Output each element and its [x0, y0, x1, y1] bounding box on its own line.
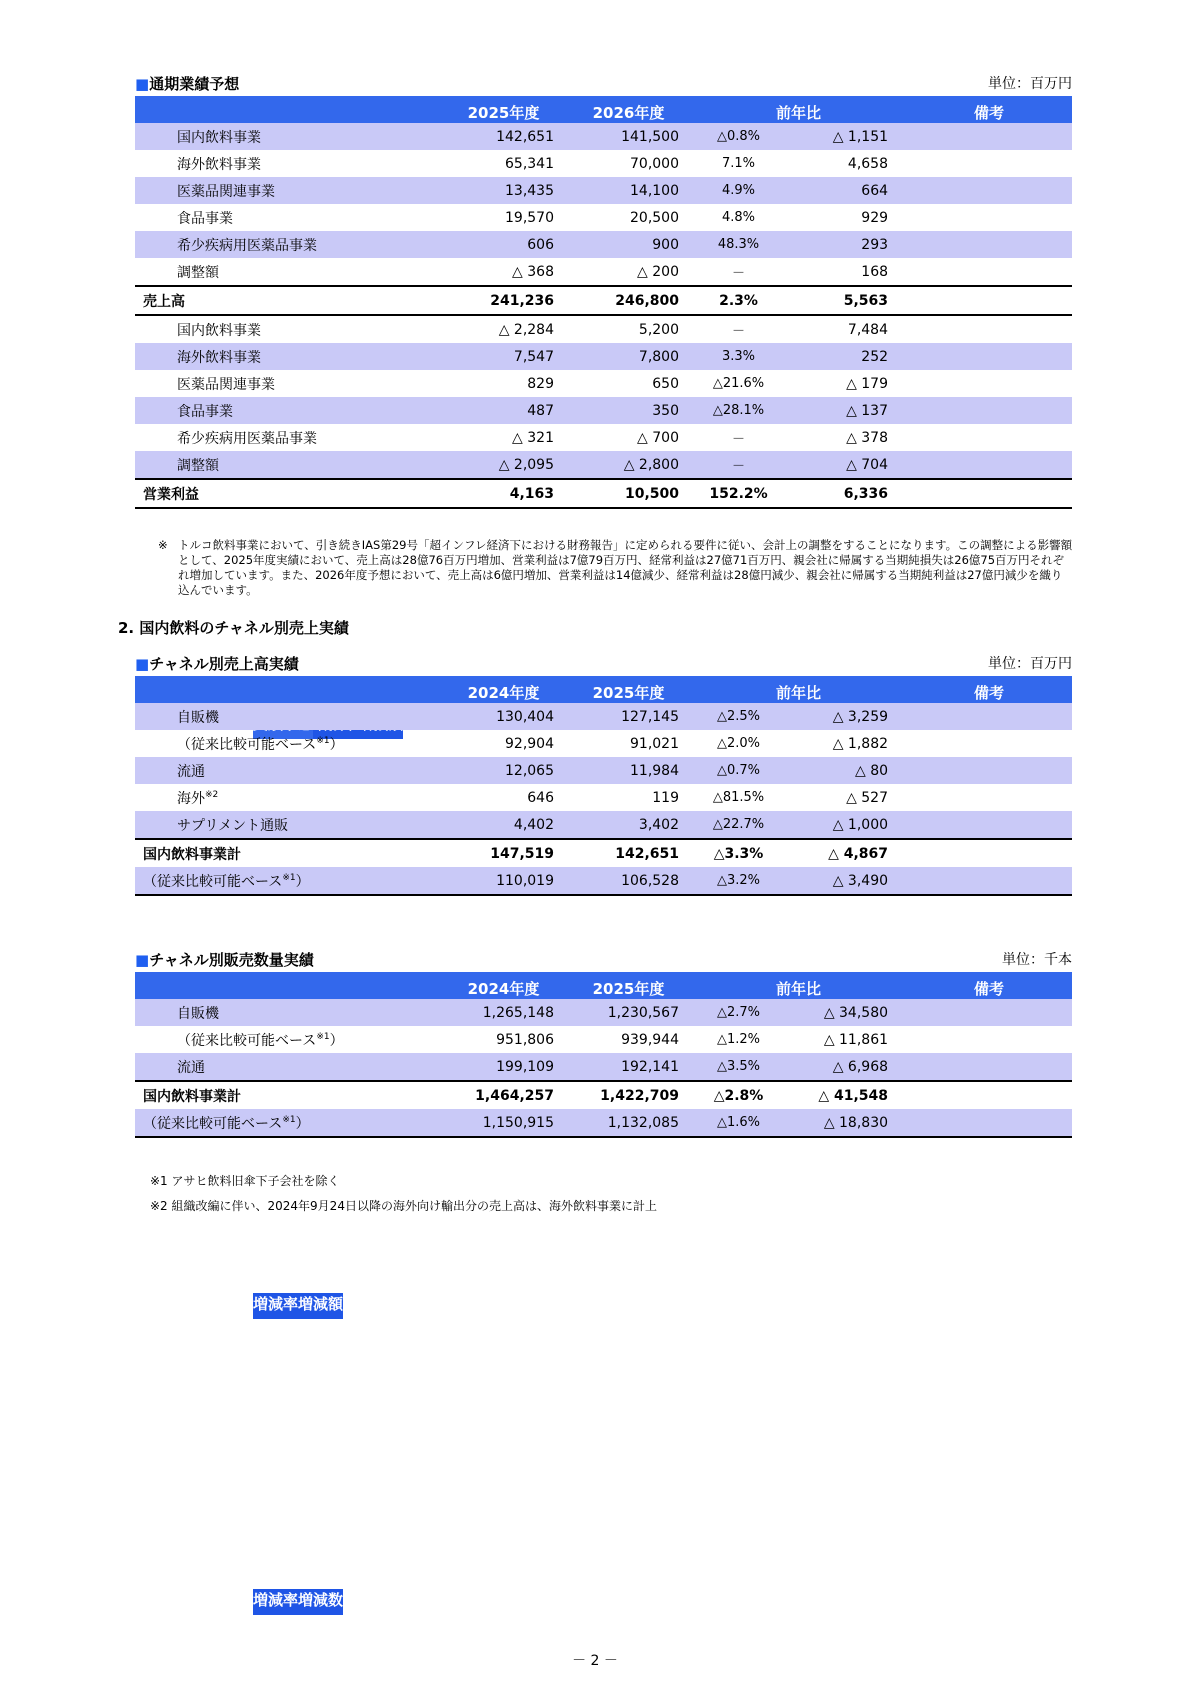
table-row [135, 1026, 1072, 1053]
header-remarks: 備考 [906, 972, 1072, 999]
header-yoy: 前年比 [691, 96, 906, 123]
cell-rate: △2.7% [691, 999, 786, 1026]
row-label: 国内飲料事業 [135, 123, 441, 150]
cell-rate: △0.8% [691, 123, 786, 150]
cell-diff: 6,336 [786, 479, 906, 508]
total-row [135, 839, 1072, 867]
cell-value: 7,800 [566, 343, 691, 370]
footnote-ref: ※1 [282, 872, 296, 883]
cell-remarks [906, 1026, 1072, 1053]
header-col2-line1: 2026年度 [566, 96, 691, 123]
cell-diff: 4,658 [847, 155, 889, 172]
cell-value: 92,904 [505, 735, 554, 752]
row-label: （従来比較可能ベース$^{※1}$） [177, 1031, 344, 1049]
cell-value: △ 700 [637, 429, 679, 446]
table-row [135, 123, 1072, 150]
row-label: 食品事業 [135, 397, 441, 424]
cell-rate: 3.3% [691, 343, 786, 370]
table-row [135, 204, 1072, 231]
header-col2: 2025年度 [566, 972, 691, 999]
cell-diff: △ 1,882 [832, 735, 889, 752]
cell-value: 350 [566, 397, 691, 424]
cell-value: 14,100 [566, 177, 691, 204]
cell-value: 19,570 [505, 209, 554, 226]
cell-value: 141,500 [566, 123, 691, 150]
cell-value: 246,800 [566, 286, 691, 315]
cell-rate: △2.5% [691, 703, 786, 730]
table-row [135, 999, 1072, 1026]
footnote-1: ※1 アサヒ飲料旧傘下子会社を除く [150, 1174, 340, 1188]
header-remarks: 備考 [906, 96, 1072, 123]
cell-rate: 7.1% [721, 156, 756, 171]
cell-diff: △ 80 [786, 757, 906, 784]
cell-diff: 7,484 [786, 315, 906, 343]
cell-diff: △ 6,968 [786, 1053, 906, 1081]
header-rate: 増減率 [253, 1589, 298, 1615]
cell-value: 487 [441, 397, 566, 424]
cell-diff: △ 704 [786, 451, 906, 479]
cell-remarks [906, 343, 1072, 370]
cell-value: 13,435 [441, 177, 566, 204]
cell-rate: △1.2% [716, 1032, 761, 1047]
header-col2: 2025年度 [566, 676, 691, 703]
cell-diff: △ 18,830 [786, 1109, 906, 1137]
cell-value: 1,230,567 [566, 999, 691, 1026]
header-blank [135, 676, 441, 703]
cell-value: 3,402 [566, 811, 691, 839]
header-blank [135, 96, 441, 123]
header-yoy: 前年比 [691, 676, 906, 703]
cell-value: 1,464,257 [441, 1081, 566, 1109]
cell-remarks [906, 757, 1072, 784]
total-row [135, 1081, 1072, 1109]
cell-diff: △ 378 [846, 429, 889, 446]
row-label: 調整額 [135, 451, 441, 479]
table-row [135, 1053, 1072, 1081]
forecast-table [135, 96, 1072, 509]
header-remarks: 備考 [906, 676, 1072, 703]
table-row [135, 424, 1072, 451]
cell-diff: △ 137 [786, 397, 906, 424]
total-row [135, 479, 1072, 508]
cell-remarks [906, 999, 1072, 1026]
table-row [135, 231, 1072, 258]
cell-diff: △ 41,548 [786, 1081, 906, 1109]
section2-unit: 単位：百万円 [988, 656, 1072, 672]
blue-square-icon: ■ [135, 655, 150, 673]
cell-diff: 5,563 [786, 286, 906, 315]
footnote-ref: ※2 [205, 789, 219, 800]
cell-remarks [906, 123, 1072, 150]
row-label: 食品事業 [177, 210, 233, 227]
cell-value: 12,065 [441, 757, 566, 784]
row-label: 国内飲料事業計 [135, 1081, 441, 1109]
blue-square-icon: ■ [135, 75, 150, 93]
row-label: 医薬品関連事業 [177, 376, 275, 393]
cell-value: △ 368 [512, 263, 554, 280]
cell-remarks [906, 177, 1072, 204]
cell-value: 70,000 [630, 155, 679, 172]
footnote-2: ※2 組織改編に伴い、2024年9月24日以降の海外向け輸出分の売上高は、海外飲料事業に計上 [150, 1199, 657, 1213]
cell-remarks [906, 703, 1072, 730]
cell-remarks [906, 1109, 1072, 1137]
cell-value: 241,236 [441, 286, 566, 315]
cell-rate: － [731, 266, 745, 281]
cell-rate: △2.8% [691, 1081, 786, 1109]
cell-value: 65,341 [505, 155, 554, 172]
table-row [135, 343, 1072, 370]
cell-rate: △1.6% [691, 1109, 786, 1137]
cell-remarks [906, 839, 1072, 867]
cell-value: 106,528 [566, 867, 691, 895]
table-row [135, 867, 1072, 895]
row-label: 海外飲料事業 [177, 156, 261, 173]
cell-diff: 252 [786, 343, 906, 370]
cell-value: 1,132,085 [566, 1109, 691, 1137]
cell-value: 91,021 [630, 735, 679, 752]
cell-remarks [906, 1081, 1072, 1109]
cell-remarks [906, 315, 1072, 343]
cell-rate: △2.0% [716, 736, 761, 751]
row-label: 国内飲料事業 [135, 315, 441, 343]
blue-square-icon: ■ [135, 951, 150, 969]
cell-value: △ 200 [637, 263, 679, 280]
table-row [135, 315, 1072, 343]
table-row [135, 811, 1072, 839]
cell-value: 829 [527, 375, 554, 392]
row-label: 売上高 [135, 286, 441, 315]
cell-rate: － [731, 432, 745, 447]
total-row [135, 286, 1072, 315]
cell-diff: 293 [786, 231, 906, 258]
cell-value: 1,150,915 [441, 1109, 566, 1137]
header-blank [135, 972, 441, 999]
cell-diff: △ 34,580 [786, 999, 906, 1026]
cell-remarks [906, 867, 1072, 895]
table-row [135, 177, 1072, 204]
cell-rate: 4.8% [721, 210, 756, 225]
row-label: 医薬品関連事業 [135, 177, 441, 204]
heading-domestic-channel: 2. 国内飲料のチャネル別売上実績 [118, 619, 349, 637]
cell-diff: △ 1,151 [786, 123, 906, 150]
header-amount: 増減額 [298, 1293, 343, 1319]
cell-rate: △3.3% [691, 839, 786, 867]
row-label: 流通 [135, 757, 441, 784]
section3-title: ■チャネル別販売数量実績 [135, 951, 314, 969]
cell-remarks [906, 286, 1072, 315]
table-row [135, 150, 1072, 177]
cell-remarks [906, 451, 1072, 479]
cell-value: 20,500 [630, 209, 679, 226]
cell-value: △ 2,095 [441, 451, 566, 479]
footnote-ref: ※1 [316, 1031, 330, 1042]
section2-title: ■チャネル別売上高実績 [135, 655, 299, 673]
cell-diff: 664 [786, 177, 906, 204]
cell-value: 119 [652, 789, 679, 806]
cell-remarks [906, 730, 1072, 757]
footnote-ref: ※1 [282, 1114, 296, 1125]
cell-diff: △ 3,490 [786, 867, 906, 895]
cell-value: 646 [527, 789, 554, 806]
cell-rate: 4.9% [691, 177, 786, 204]
cell-value: 900 [566, 231, 691, 258]
note-mark: ※ [158, 538, 168, 552]
table-row [135, 451, 1072, 479]
row-label: 調整額 [177, 264, 219, 281]
section3-unit: 単位：千本 [1002, 952, 1072, 968]
cell-rate: － [691, 315, 786, 343]
row-label: 自販機 [135, 703, 441, 730]
row-label: 希少疾病用医薬品事業 [135, 231, 441, 258]
cell-rate: 152.2% [691, 479, 786, 508]
row-label: 海外飲料事業 [135, 343, 441, 370]
cell-rate: △21.6% [712, 376, 765, 391]
table-row [135, 1109, 1072, 1137]
cell-rate: △22.7% [691, 811, 786, 839]
section1-title: ■通期業績予想 [135, 75, 240, 93]
cell-diff: △ 527 [846, 789, 889, 806]
cell-value: 130,404 [441, 703, 566, 730]
cell-remarks [906, 150, 1072, 177]
cell-remarks [906, 204, 1072, 231]
cell-diff: △ 1,000 [786, 811, 906, 839]
row-label: 流通 [135, 1053, 441, 1081]
header-col1: 2024年度 [441, 676, 566, 703]
cell-remarks [906, 424, 1072, 451]
table-row [135, 730, 1072, 757]
cell-rate: △3.2% [691, 867, 786, 895]
cell-value: 5,200 [566, 315, 691, 343]
header-col1-line1: 2025年度 [441, 96, 566, 123]
cell-rate: △81.5% [712, 790, 765, 805]
row-label: （従来比較可能ベース$^{※1}$） [135, 867, 441, 895]
ias29-note [158, 538, 1073, 598]
cell-value: 142,651 [441, 123, 566, 150]
cell-value: 606 [441, 231, 566, 258]
section3-header [135, 949, 1072, 971]
table-row [135, 397, 1072, 424]
cell-value: 199,109 [441, 1053, 566, 1081]
row-label: （従来比較可能ベース$^{※1}$） [135, 1109, 441, 1137]
cell-value: 4,163 [441, 479, 566, 508]
cell-remarks [906, 397, 1072, 424]
page-number: － 2 － [572, 1653, 618, 1669]
header-col1: 2024年度 [441, 972, 566, 999]
table-row [135, 757, 1072, 784]
table-row [135, 370, 1072, 397]
cell-diff: △ 11,861 [823, 1031, 889, 1048]
row-label: 自販機 [135, 999, 441, 1026]
cell-remarks [906, 479, 1072, 508]
section1-header [135, 73, 1072, 95]
cell-rate: － [691, 451, 786, 479]
cell-value: 11,984 [566, 757, 691, 784]
cell-diff: △ 3,259 [786, 703, 906, 730]
cell-value: △ 321 [512, 429, 554, 446]
row-label: （従来比較可能ベース$^{※1}$） [177, 735, 344, 753]
cell-value: 650 [652, 375, 679, 392]
row-label: 希少疾病用医薬品事業 [177, 430, 317, 447]
cell-remarks [906, 258, 1072, 286]
cell-value: 192,141 [566, 1053, 691, 1081]
table-row [135, 258, 1072, 286]
cell-value: 147,519 [441, 839, 566, 867]
table-row [135, 703, 1072, 730]
section1-unit: 単位：百万円 [988, 76, 1072, 92]
cell-value: △ 2,284 [441, 315, 566, 343]
cell-rate: 2.3% [691, 286, 786, 315]
header-rate: 増減率 [253, 1293, 298, 1319]
footnote-ref: ※1 [316, 735, 330, 746]
row-label: 国内飲料事業計 [135, 839, 441, 867]
cell-remarks [906, 811, 1072, 839]
cell-remarks [906, 370, 1072, 397]
row-label: サプリメント通販 [135, 811, 441, 839]
cell-value: △ 2,800 [566, 451, 691, 479]
cell-value: 951,806 [496, 1031, 554, 1048]
cell-value: 110,019 [441, 867, 566, 895]
cell-value: 142,651 [566, 839, 691, 867]
header-amount: 増減数 [298, 1589, 343, 1615]
cell-value: 10,500 [566, 479, 691, 508]
cell-diff: 168 [861, 263, 889, 280]
row-label: 営業利益 [135, 479, 441, 508]
note-body: トルコ飲料事業において、引き続きIAS第29号「超インフレ経済下における財務報告」に定められる要件に従い、会計上の調整をすることになります。この調整による影響額として、2025年度実績において、売上高は28億76百万円増加、営業利益は7億79百万円、経常利益は27億71百万円、親会社に帰属する当期純損失は26億75百万円それぞれ増加しています。また、2026年度予想において、売上高は6億円増加、営業利益は14億減少、経常利益は28億円減少、親会社に帰属する当期純利益は27億円減少を織り込んでいます。 [178, 538, 1073, 597]
row-label: 海外$^{※2}$ [177, 789, 219, 807]
cell-value: 1,422,709 [566, 1081, 691, 1109]
cell-value: 4,402 [441, 811, 566, 839]
section2-header [135, 653, 1072, 675]
cell-value: 127,145 [566, 703, 691, 730]
cell-rate: △3.5% [691, 1053, 786, 1081]
cell-value: 7,547 [441, 343, 566, 370]
cell-remarks [906, 231, 1072, 258]
cell-rate: △0.7% [691, 757, 786, 784]
cell-rate: △28.1% [691, 397, 786, 424]
table-row [135, 784, 1072, 811]
cell-diff: 929 [861, 209, 889, 226]
cell-remarks [906, 784, 1072, 811]
cell-value: 939,944 [621, 1031, 679, 1048]
cell-rate: 48.3% [691, 231, 786, 258]
cell-diff: △ 179 [846, 375, 889, 392]
cell-diff: △ 4,867 [786, 839, 906, 867]
header-yoy: 前年比 [691, 972, 906, 999]
cell-remarks [906, 1053, 1072, 1081]
cell-value: 1,265,148 [441, 999, 566, 1026]
